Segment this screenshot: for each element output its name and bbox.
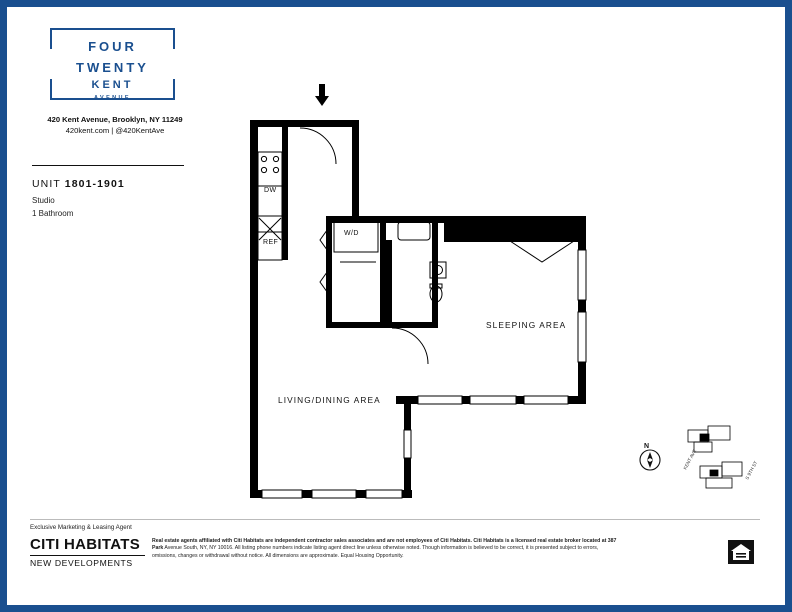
- entry-arrow-icon: [315, 84, 329, 106]
- brand-address: 420 Kent Avenue, Brooklyn, NY 11249: [47, 115, 183, 124]
- broker-subtitle: NEW DEVELOPMENTS: [30, 555, 145, 568]
- unit-type: Studio: [32, 196, 55, 205]
- key-map-icon: [688, 426, 742, 488]
- broker-name: [30, 536, 145, 553]
- logo-line-4: AVENUE: [94, 95, 131, 101]
- logo-line-3: KENT: [91, 79, 134, 91]
- appliance-label-dishwasher: DW: [264, 187, 277, 194]
- unit-number: 1801-1901: [64, 178, 125, 190]
- keymap-street-left: KENT AVE: [682, 448, 698, 471]
- broker-name-text: CITI HABITATS: [30, 536, 140, 553]
- unit-label: UNIT: [32, 178, 61, 190]
- legal-disclaimer-rest: Avenue South, NY, NY 10016. All listing phone numbers indicate listing agent direct line unless otherwise noted. Though information is believed to be correct, it is presented subject to errors, omissions, changes or withdrawal without notice. All dimensions are approximate. Equal Housing Opportunity.: [152, 545, 599, 559]
- logo-line-1: FOUR: [88, 39, 137, 54]
- equal-housing-opportunity-icon: [728, 540, 754, 564]
- appliance-label-washer-dryer: W/D: [344, 230, 359, 237]
- exclusive-agent-text: Exclusive Marketing & Leasing Agent: [30, 524, 132, 531]
- keymap-street-right: S 9TH ST: [744, 460, 759, 481]
- legal-disclaimer: [152, 538, 622, 560]
- unit-bathroom-count: 1 Bathroom: [32, 209, 74, 218]
- brand-website: 420kent.com | @420KentAve: [65, 126, 165, 135]
- room-label-sleeping-area: SLEEPING AREA: [486, 320, 567, 330]
- broker-logo: [30, 536, 145, 568]
- logo-line-2: TWENTY: [76, 60, 149, 75]
- svg-text:N: N: [644, 443, 650, 450]
- appliance-label-refrigerator: REF: [263, 239, 279, 246]
- legal-disclaimer-bold: Real estate agents affiliated with Citi Habitats are independent contractor sales associates and are not employees of Citi Habitats. Citi Habitats is a licensed real estate broker located at 387 Park: [152, 538, 617, 552]
- room-label-living-dining-area: LIVING/DINING AREA: [278, 395, 381, 405]
- compass-icon: [640, 443, 660, 470]
- footer-divider: [30, 519, 760, 520]
